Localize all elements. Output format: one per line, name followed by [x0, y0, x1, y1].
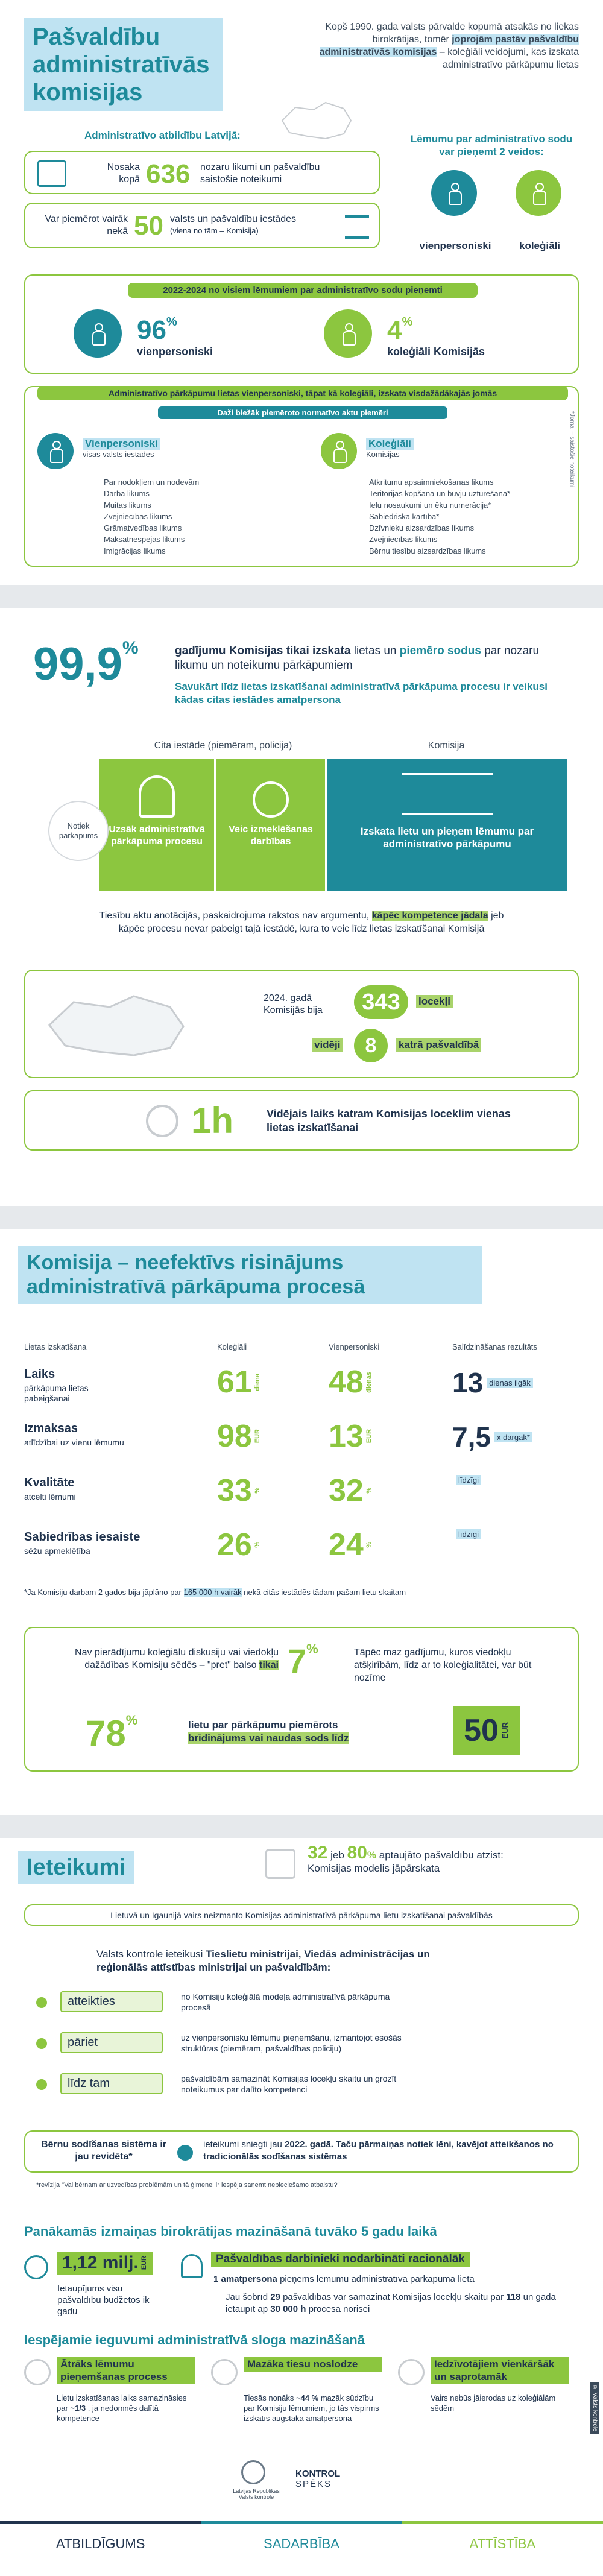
benefit-card [398, 2357, 579, 2453]
benefit-title: Ātrāks lēmumu pieņemšanas process [57, 2357, 195, 2384]
left-col-title: Vienpersoniski visās valsts iestādēs [83, 438, 160, 459]
rec-step-tag: atteikties [60, 1991, 163, 2012]
result-unit: x dārgāk* [494, 1432, 532, 1442]
section3-title: Komisija – neefektīvs risinājums administratīvā pārkāpuma procesā [18, 1246, 482, 1304]
baltic-banner: Lietuvā un Igaunijā vairs neizmanto Komisijas administratīvā pārkāpuma lietu izskatīšanai pašvaldībās [24, 1904, 579, 1926]
time-text: Vidējais laiks katram Komisijas loceklim vienas lietas izskatīšanai [267, 1108, 511, 1134]
list-item: Darba likums [104, 489, 150, 498]
comparison-row [24, 1362, 579, 1410]
child-title: Bērnu sodīšanas sistēma ir jau revidēta* [40, 2139, 167, 2162]
value-num: 13 [329, 1419, 364, 1454]
rec-step-text: uz vienpersonisku lēmumu pieņemšanu, izmantojot esošās struktūras (piemēram, pašvaldības policiju) [181, 2033, 402, 2053]
benefit-text-c: mazāk sūdzību par Komisiju lēmumiem, jo tās vispirms izskatīs augstāka amatpersona [244, 2393, 379, 2423]
list-item: Ielu nosaukumi un ēku numerācija* [369, 500, 491, 510]
section6-title: Iespējamie ieguvumi administratīvā sloga mazināšanā [24, 2332, 365, 2347]
time-box [24, 1090, 579, 1151]
row-sub: atlīdzībai uz vienu lēmumu [24, 1438, 124, 1447]
comparison-result [452, 1529, 481, 1539]
list-item: Imigrācijas likums [104, 546, 166, 555]
result-num: 7,5 [452, 1421, 491, 1453]
list-item: Zvejniecības likums [104, 512, 172, 521]
value-num: 26 [217, 1527, 252, 1562]
single-person-icon [37, 433, 74, 469]
value-num: 98 [217, 1419, 252, 1454]
box1-post: nozaru likumi un pašvaldību saistošie noteikumi [200, 162, 320, 185]
laws-box [24, 151, 380, 194]
section5-title: Panākamās izmaiņas birokrātijas mazināšanā tuvāko 5 gadu laikā [24, 2224, 437, 2239]
list-item: Grāmatvedības likums [104, 523, 182, 532]
rec-step [36, 2030, 567, 2066]
header-section [0, 0, 603, 579]
cases-box [24, 386, 579, 567]
cases-badge: Administratīvo pārkāpumu lietas vienpersoniski, tāpat kā koleģiāli, izskata visdažādākajās jomās [37, 386, 568, 400]
time-num: 1h [191, 1100, 234, 1141]
fine-50: 50 EUR [453, 1706, 520, 1755]
benefit-text-a: Tiesās nonāks [244, 2393, 294, 2402]
members-year-text: 2024. gadā Komisijās bija [264, 993, 323, 1015]
value-unit: % [365, 1488, 373, 1494]
person-icon [181, 2254, 203, 2278]
footer-bar [0, 2521, 603, 2524]
decision-type-b: koleģiāli [519, 240, 561, 251]
big-stat: 99,9% [33, 638, 139, 690]
discussion-text: Nav pierādījumu koleģiālu diskusiju vai viedokļu dažādības Komisiju sēdēs – "pret" balso tikai [75, 1647, 279, 1670]
row-title: Laiks [24, 1368, 55, 1381]
value-num: 61 [217, 1365, 252, 1400]
single-person-icon [431, 170, 477, 216]
result-unit: līdzīgi [456, 1529, 481, 1539]
comparison-result [452, 1421, 532, 1453]
value-unit: EUR [253, 1429, 261, 1444]
box1-num: 636 [146, 159, 191, 189]
group-icon [321, 433, 357, 469]
list-item: Zvejniecības likums [369, 535, 438, 544]
comparison-result [452, 1475, 481, 1485]
box2-pre: Var piemērot vairāk nekā [45, 214, 128, 236]
value-num: 32 [329, 1473, 364, 1508]
footer-word-cooperation: SADARBĪBA [264, 2536, 339, 2551]
benefits [24, 2357, 579, 2453]
section4-title: Ieteikumi [18, 1851, 134, 1884]
comparison-row [24, 1524, 579, 1573]
value-num: 33 [217, 1473, 252, 1508]
intro-text: Kopš 1990. gada valsts pārvalde kopumā atsakās no liekas birokrātijas, tomēr joprojām pastāv pašvaldību administratīvās komisijas – koleģiāli veidojumi, kas izskata administratīvo pārkāpumu lietas [319, 22, 579, 70]
avg-label: vidēji [312, 1038, 343, 1052]
child-arrow-icon [177, 2145, 193, 2161]
comparison-row [24, 1470, 579, 1518]
stats-badge: 2022-2024 no visiem lēmumiem par administratīvo sodu pieņemti [128, 283, 478, 298]
section-divider [0, 1206, 603, 1229]
right-col-title: Koleģiāli Komisijās [366, 438, 414, 459]
rec-step-tag: pāriet [60, 2032, 163, 2053]
row-title: Sabiedrības iesaiste [24, 1530, 140, 1544]
list-item: Atkritumu apsaimniekošanas likums [369, 478, 494, 487]
benefits-section [0, 2332, 603, 2453]
value-unit: % [365, 1542, 373, 1548]
value-collegial [217, 1527, 261, 1563]
value-single [329, 1473, 373, 1509]
value-collegial [217, 1473, 261, 1509]
rec-box [24, 1934, 579, 2206]
process-section [0, 608, 603, 1205]
benefit-text [57, 2393, 195, 2423]
child-box [24, 2130, 579, 2173]
side-tag: © Valsts kontrole [590, 2382, 599, 2434]
benefit-card [211, 2357, 392, 2453]
page-title: Pašvaldību administratīvās komisijas [24, 18, 223, 111]
commission-icon [402, 773, 493, 815]
institution-icon [345, 215, 369, 239]
value-unit: dienas [365, 1371, 373, 1393]
footer-word-accountability: ATBILDĪGUMS [55, 2536, 145, 2551]
footer-words [0, 2536, 603, 2552]
decision-type-a: vienpersoniski [419, 240, 491, 251]
survey-icon [265, 1849, 295, 1879]
institutions-box [24, 203, 380, 248]
child-text: ieteikumi sniegti jau 2022. gadā. Taču pārmaiņas notiek lēni, kavējot atteikšanos no tradicionālās sodīšanas sistēmas [203, 2139, 554, 2162]
box1-pre: Nosaka kopā [107, 162, 140, 185]
benefit-text-c: , ja nedomnēs dalītā kompetence [57, 2404, 159, 2423]
investigation-icon [253, 781, 289, 818]
recommendations-section [0, 1838, 603, 2230]
group-icon [324, 309, 372, 358]
section-divider [0, 1815, 603, 1838]
list-item: Maksātnespējas likums [104, 535, 185, 544]
benefit-card [24, 2357, 205, 2453]
latvia-label: Administratīvo atbildību Latvijā: [84, 130, 241, 141]
benefit-text-b: ~1/3 [70, 2404, 86, 2413]
row-title: Izmaksas [24, 1422, 78, 1435]
members-total-label: locekļi [416, 995, 453, 1008]
survey: 32 jeb 80% aptaujāto pašvaldību atzist: Komisijas modelis jāpārskata [308, 1843, 504, 1874]
members-avg: 8 [354, 1029, 388, 1062]
discussion-right: Tāpēc maz gadījumu, kuros viedokļu atšķirībām, līdz ar to koleģialitātei, var būt nozīme [354, 1647, 532, 1683]
row-sub: pārkāpuma lietas pabeigšanai [24, 1383, 89, 1403]
side-note: *Jomai – saistošie noteikumi [569, 411, 575, 488]
row-sub: sēžu apmeklētība [24, 1546, 90, 1556]
note-text: Tiesību aktu anotācijās, paskaidrojuma rakstos nav argumentu, kāpēc kompetence jādala jeb kāpēc procesu nevar pabeigt tajā iestādē, kura to veic līdz lietas izskatīšanai Komisijā [99, 911, 504, 934]
rec-step-tag: līdz tam [60, 2073, 163, 2094]
process-text: Savukārt līdz lietas izskatīšanai administratīvā pārkāpuma procesu ir veikusi kādas citas iestādes amatpersona [175, 681, 548, 706]
result-unit: līdzīgi [456, 1475, 481, 1485]
result-num: 13 [452, 1367, 484, 1398]
stats-box [24, 274, 579, 374]
step-veic: Veic izmeklēšanas darbības [216, 759, 325, 891]
value-num: 48 [329, 1365, 364, 1400]
value-unit: % [253, 1542, 261, 1548]
list-item: Bērnu tiesību aizsardzības likums [369, 546, 486, 555]
law-book-icon [37, 160, 66, 187]
list-item: Muitas likums [104, 500, 151, 510]
rec-step-dot [36, 1997, 47, 2008]
benefit-text [244, 2393, 382, 2423]
decision-types-title: Lēmumu par administratīvo sodu var pieņemt 2 veidos: [410, 133, 573, 157]
benefit-text [431, 2393, 569, 2413]
discussion-box [24, 1627, 579, 1772]
col-other-label: Cita iestāde (piemēram, policija) [154, 740, 292, 751]
latvia-map-icon [277, 96, 356, 145]
child-footnote: *revīzija "Vai bērnam ar uzvedības problēmām un tā ģimenei ir iespēja saņemt nepieciešamo atbalstu?" [36, 2182, 340, 2189]
value-num: 24 [329, 1527, 364, 1562]
big-stat-text: gadījumu Komisijas tikai izskata lietas un piemēro sodus par nozaru likumu un noteikumu pārkāpumiem [175, 645, 540, 672]
value-collegial [217, 1418, 261, 1454]
value-single [329, 1527, 373, 1563]
pct78: 78% [86, 1713, 138, 1754]
single-person-icon [74, 309, 122, 358]
clock-icon [146, 1105, 178, 1137]
section-divider [0, 585, 603, 608]
value-unit: EUR [365, 1429, 373, 1444]
pct78-text: lietu par pārkāpumu piemērots brīdinājums vai naudas sods līdz [188, 1719, 349, 1744]
benefit-title: Mazāka tiesu noslodze [244, 2357, 382, 2372]
row-title: Kvalitāte [24, 1476, 75, 1489]
rec-step-dot [36, 2038, 47, 2049]
members-total: 343 [354, 985, 408, 1019]
benefit-icon [211, 2359, 238, 2385]
result-unit: dienas ilgāk [487, 1378, 533, 1388]
footnote: *Ja Komisiju darbam 2 gados bija jāplāno par 165 000 h vairāk nekā citās iestādēs tādam pašam lietu skaitam [24, 1588, 406, 1597]
benefit-text-a: Lietu izskatīšanas laiks samazināsies par [57, 2393, 187, 2413]
comparison-rows [24, 1362, 579, 1579]
list-item: Par nodokļiem un nodevām [104, 478, 200, 487]
stat-b: 4% koleģiāli Komisijās [387, 315, 485, 358]
step-uzsak: Uzsāk administratīvā pārkāpuma procesu [99, 759, 214, 891]
avg-post: katrā pašvaldībā [396, 1038, 481, 1052]
benefit-icon [24, 2359, 51, 2385]
cases-sub-badge: Daži biežāk piemēroto normatīvo aktu piemēri [158, 406, 447, 419]
changes-section: Panākamās izmaiņas birokrātijas mazināšanā tuvāko 5 gadu laikā 1,12 milj. EUR Ietaupījums visu pašvaldību budžetos ik gadu Pašvaldības darbinieki nodarbināti racionālāk 1 amatpersona pieņems lēmumu administratīvā pārkāpuma lietā Jau šobrīd 29 pašvaldības var samazināt Komisijas locekļu skaitu par 118 un gadā ietaupīt ap 30 000 h procesa norisei [24, 2224, 556, 2317]
box2-num: 50 [134, 211, 163, 241]
logo-vk: Latvijas Republikas Valsts kontrole [233, 2488, 280, 2500]
coat-of-arms-icon [241, 2460, 265, 2484]
process-flow [99, 759, 567, 891]
rec-step [36, 2071, 567, 2107]
benefit-icon [398, 2359, 425, 2385]
value-single [329, 1418, 373, 1454]
row-sub: atcelti lēmumi [24, 1492, 76, 1501]
box2-text: valsts un pašvaldību iestādes (viena no tām – Komisija) [170, 214, 297, 235]
left-col-list [104, 476, 199, 557]
list-item: Sabiedriskā kārtība* [369, 512, 440, 521]
rec-lead: Valsts kontrole ieteikusi Tieslietu ministrijai, Viedās administrācijas un reģionālās attīstības ministrijai un pašvaldībām: [96, 1948, 430, 1973]
discussion-num: 7% [288, 1641, 318, 1680]
rec-step-text: no Komisiju koleģiālā modeļa administratīvā pārkāpuma procesā [181, 1992, 390, 2012]
right-col-list [369, 476, 510, 557]
list-item: Teritorijas kopšana un būvju uzturēšana* [369, 489, 511, 498]
comparison-result [452, 1366, 533, 1399]
stat-a: 96% vienpersoniski [137, 315, 213, 358]
value-unit: % [253, 1488, 261, 1494]
notice-bubble: Notiek pārkāpums [48, 801, 109, 861]
benefit-text-b: ~44 % [295, 2393, 319, 2402]
comparison-row [24, 1416, 579, 1464]
benefit-title: Iedzīvotājiem vienkāršāk un saprotamāk [431, 2357, 569, 2384]
rec-step-text: pašvaldībām samazināt Komisijas locekļu skaitu un grozīt noteikumus par dalīto kompetenci [181, 2074, 397, 2094]
rec-step-dot [36, 2079, 47, 2090]
col-commission-label: Komisija [428, 740, 465, 751]
group-icon [516, 170, 561, 216]
coins-icon [24, 2255, 48, 2279]
value-unit: diena [253, 1373, 261, 1391]
officer-icon [139, 775, 175, 818]
value-collegial [217, 1364, 261, 1400]
members-box [24, 970, 579, 1078]
footer-word-development: ATTĪSTĪBA [469, 2536, 536, 2551]
comparison-section: Komisija – neefektīvs risinājums administratīvā pārkāpuma procesā Lietas izskatīšana Koleģiāli Vienpersoniski Salīdzināšanas rezultāts Laiks pārkāpuma lietas pabeigšanai 61 diena 48 dienas 13 dienas ilgāk Izmaksas atlīdzībai uz vienu lēmumu 98 EUR 13 EUR 7,5 x dārgāk* Kvalitāte atcelti lēmumi 33 % 32 % līdzīgi Sabiedrības iesaiste sēžu apmeklētība 26 % 24 % līdzīgi *Ja Komisiju darbam 2 gados bija jāplāno par 165 000 h vairāk nekā citās iestādēs tādam pašam lietu skaitam Nav pierādījumu koleģiālu diskusiju vai viedokļu dažādības Komisiju sēdēs – "pret" balso tikai 7% Tāpēc maz gadījumu, kuros viedokļu atšķirībām, līdz ar to koleģialitātei, var būt nozīme 78% lietu par pārkāpumu piemērots brīdinājums vai naudas sods līdz 50 EUR [0, 1229, 603, 1814]
logo-kontrolspeks: KONTROL SPĒKS [295, 2469, 341, 2489]
latvia-map-icon [43, 989, 188, 1061]
value-single [329, 1364, 373, 1400]
benefit-text-a: Vairs nebūs jāierodas uz koleģiālām sēdēm [431, 2393, 556, 2413]
rec-step [36, 1989, 567, 2025]
step-izskata: Izskata lietu un pieņem lēmumu par administratīvo pārkāpumu [327, 759, 567, 891]
list-item: Dzīvnieku aizsardzības likums [369, 523, 475, 532]
